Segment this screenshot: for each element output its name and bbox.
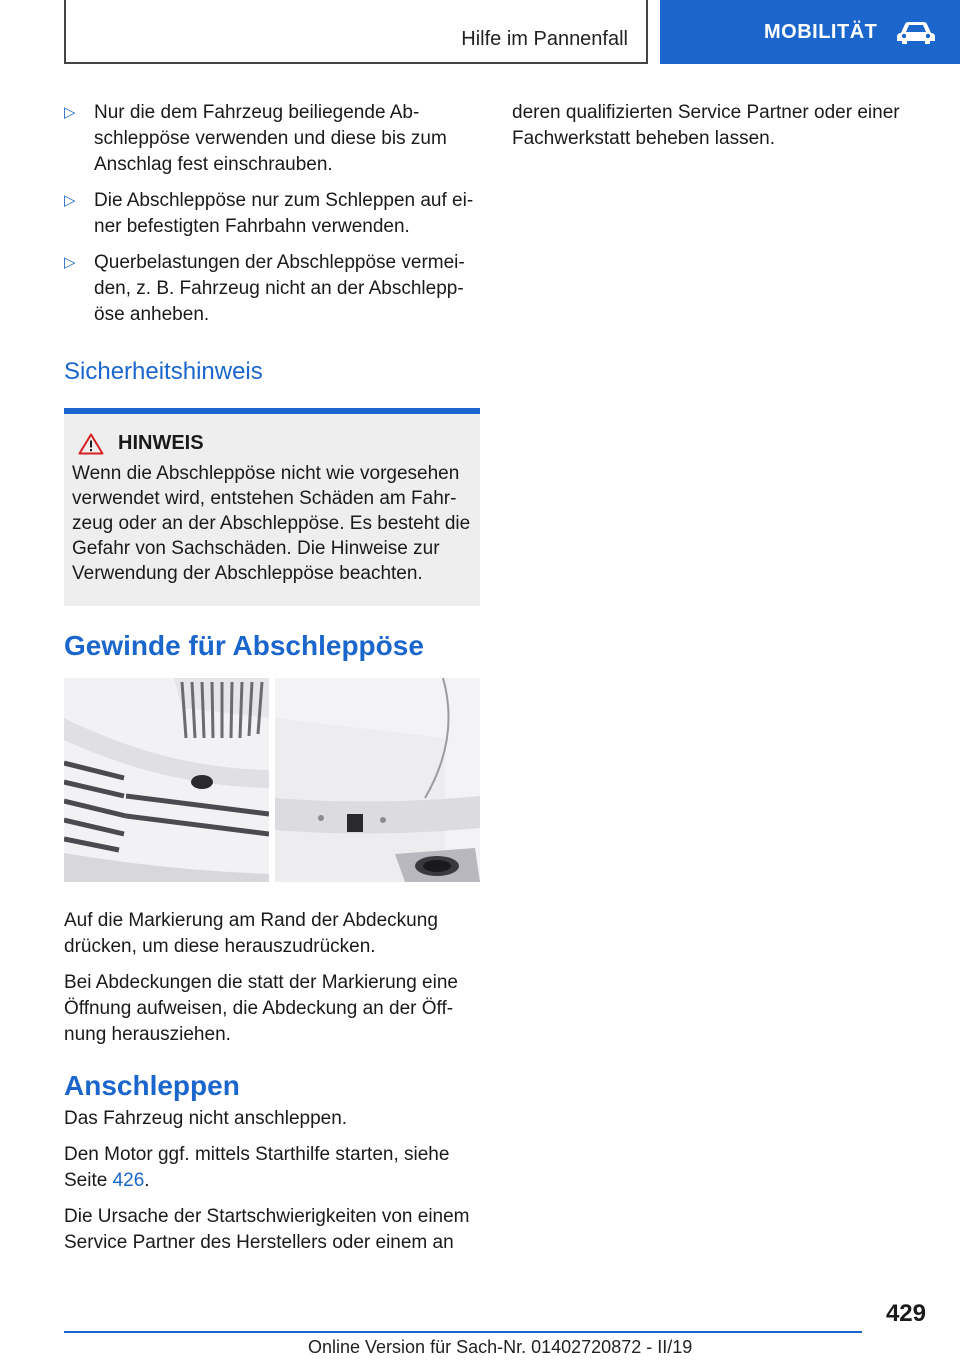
caution-list [64,100,480,328]
thread-heading: Gewinde für Abschleppöse [64,630,424,661]
towing-paragraph-1: Das Fahrzeug nicht anschleppen. [64,1108,348,1129]
list-item [64,188,480,240]
safety-heading: Sicherheitshinweis [64,358,263,385]
chapter-label: MOBILITÄT [764,20,878,43]
triangle-bullet-icon: ▷ [64,254,76,271]
left-column [64,100,480,1266]
car-icon [895,19,937,45]
bumper-figure [64,678,480,882]
towing-paragraph-2 [64,1142,480,1194]
page-link-426[interactable]: 426 [112,1170,145,1191]
right-column [512,100,912,162]
warning-triangle-icon [78,433,104,455]
footer-version-text: Online Version für Sach-Nr. 01402720872 - II/19 [308,1337,693,1357]
header-chapter-tab[interactable] [660,0,960,64]
list-item-text: Nur die dem Fahrzeug beiliegende Abschleppöse verwenden und diese bis zum Anschlag fest einschrauben. [94,102,447,175]
header-section-title: Hilfe im Pannenfall [461,28,628,50]
footer-divider [64,1331,862,1333]
notice-box [64,408,480,606]
header-section-box [64,0,648,64]
front-bumper-image [64,678,269,882]
towing-paragraph-3: Die Ursache der Startschwierigkeiten von einem Service Partner des Herstellers oder einem an [64,1206,470,1253]
list-item [64,250,480,328]
notice-label: HINWEIS [118,432,204,454]
list-item-text: Querbelastungen der Abschleppöse vermeiden, z. B. Fahrzeug nicht an der Abschleppöse anheben. [94,252,465,325]
thread-paragraph-2: Bei Abdeckungen die statt der Markierung eine Öffnung aufweisen, die Abdeckung an der Öffnung herausziehen. [64,972,458,1045]
list-item-text: Die Abschleppöse nur zum Schleppen auf einer befestigten Fahrbahn verwenden. [94,190,474,237]
towing-paragraph-3-continued: deren qualifizierten Service Partner oder einer Fachwerkstatt beheben lassen. [512,102,900,149]
thread-paragraph-1: Auf die Markierung am Rand der Abdeckung drücken, um diese herauszudrücken. [64,910,438,957]
rear-bumper-image [275,678,480,882]
notice-header [72,432,472,455]
towing-heading: Anschleppen [64,1070,240,1101]
notice-text: Wenn die Abschleppöse nicht wie vorgesehen verwendet wird, entstehen Schäden am Fahrzeug oder an der Abschleppöse. Es besteht die Gefahr von Sachschäden. Die Hinweise zur Verwendung der Abschleppöse beachten. [72,463,471,584]
towing-paragraph-2-end: . [144,1170,150,1191]
page-number: 429 [885,1300,926,1327]
triangle-bullet-icon: ▷ [64,192,76,209]
towing-paragraph-2-text: Den Motor ggf. mittels Starthilfe starten, siehe Seite [64,1144,450,1191]
triangle-bullet-icon: ▷ [64,104,76,121]
list-item [64,100,480,178]
